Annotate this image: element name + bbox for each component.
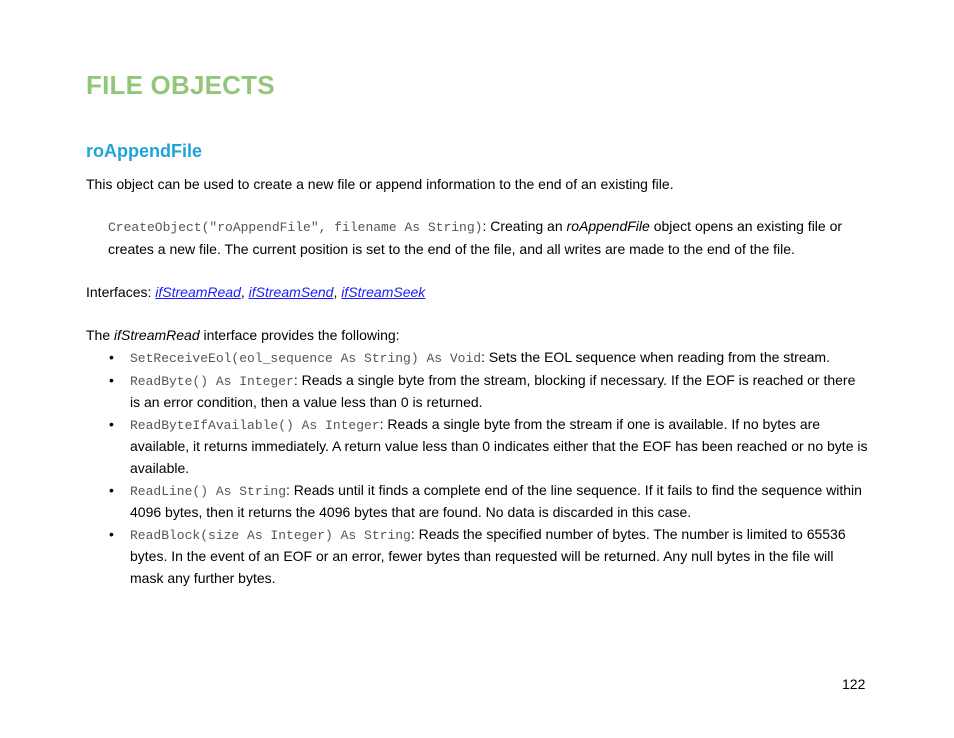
streamread-intro-before: The <box>86 327 115 343</box>
list-item <box>86 414 868 480</box>
interfaces-separator: , <box>240 284 249 300</box>
list-item <box>86 370 868 414</box>
intro-paragraph: This object can be used to create a new file or append information to the end of an existing file. <box>86 176 674 192</box>
chapter-title: FILE OBJECTS <box>86 70 275 100</box>
create-object-emphasis: roAppendFile <box>566 218 650 234</box>
bullet-icon: • <box>109 525 114 542</box>
interfaces-label: Interfaces: <box>86 284 156 300</box>
streamread-intro-emphasis: ifStreamRead <box>114 327 200 343</box>
create-object-text-1: : Creating an <box>482 218 567 234</box>
method-description: : Reads until it finds a complete end of the line sequence. If it fails to find the sequence within 4096 bytes, then it returns the 4096 bytes that are found. No data is discarded in this case. <box>130 481 862 521</box>
section-title: roAppendFile <box>86 141 202 161</box>
method-description: : Reads a single byte from the stream if one is available. If no bytes are available, it returns immediately. A return value less than 0 indicates either that the EOF has been reached or no byte is available. <box>130 415 868 476</box>
bullet-icon: • <box>109 415 114 432</box>
list-item <box>86 480 868 524</box>
bullet-icon: • <box>109 481 114 498</box>
method-signature: SetReceiveEol(eol_sequence As String) As Void <box>130 351 482 366</box>
method-description: : Sets the EOL sequence when reading from the stream. <box>481 349 830 365</box>
streamread-intro-after: interface provides the following: <box>199 327 400 343</box>
method-signature: ReadByte() As Integer <box>130 373 294 389</box>
link-ifstreamread[interactable]: ifStreamRead <box>155 284 241 300</box>
page-number: 122 <box>842 676 866 692</box>
list-item <box>86 347 868 370</box>
streamread-intro <box>86 325 400 347</box>
create-object-text-2: object opens an existing file or creates a new file. The current position is set to the end of the file, and all writes are made to the end of the file. <box>108 218 843 257</box>
method-description: : Reads the specified number of bytes. The number is limited to 65536 bytes. In the event of an EOF or an error, fewer bytes than requested will be returned. Any null bytes in the file will mask any further bytes. <box>130 525 846 586</box>
method-signature: ReadByteIfAvailable() As Integer <box>130 417 380 433</box>
method-signature: ReadBlock(size As Integer) As String <box>130 527 411 543</box>
document-page <box>86 0 868 738</box>
create-object-paragraph <box>108 216 868 260</box>
interfaces-separator: , <box>333 284 342 300</box>
link-ifstreamseek[interactable]: ifStreamSeek <box>341 284 426 300</box>
bullet-icon: • <box>109 371 114 388</box>
bullet-icon: • <box>109 349 114 365</box>
list-item <box>86 524 868 590</box>
method-signature: ReadLine() As String <box>130 483 287 499</box>
create-object-code: CreateObject("roAppendFile", filename As String) <box>108 220 483 235</box>
method-description: : Reads a single byte from the stream, blocking if necessary. If the EOF is reached or there is an error condition, then a value less than 0 is returned. <box>130 371 856 411</box>
method-list <box>86 347 868 590</box>
link-ifstreamsend[interactable]: ifStreamSend <box>248 284 334 300</box>
interfaces-line <box>86 282 425 304</box>
